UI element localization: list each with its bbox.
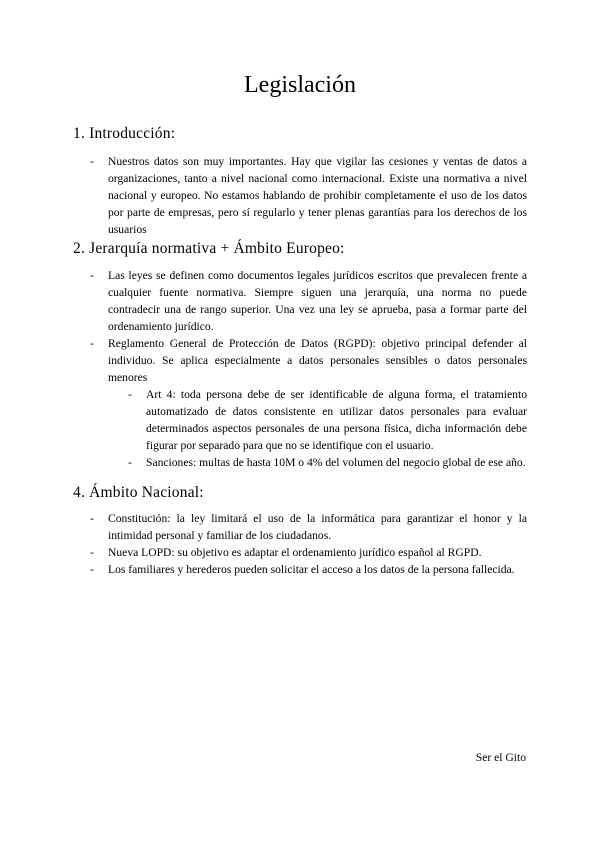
list-item	[90, 267, 527, 335]
list-item	[90, 544, 527, 561]
list-item	[90, 561, 527, 578]
list-item-text: Nueva LOPD: su objetivo es adaptar el ordenamiento jurídico español al RGPD.	[108, 546, 482, 559]
section-heading-jerarquia: 2. Jerarquía normativa + Ámbito Europeo:	[73, 240, 345, 257]
list-item	[90, 510, 527, 544]
list-item-text: Nuestros datos son muy importantes. Hay que vigilar las cesiones y ventas de datos a organizaciones, tanto a nivel nacional como internacional. Existe una normativa a nivel nacional y europeo. No estamos hablando de prohibir completamente el uso de los datos por parte de empresas, pero sí regularlo y tener plenas garantías para los derechos de los usuarios	[108, 155, 527, 236]
list-item-text: Las leyes se definen como documentos legales jurídicos escritos que prevalecen frente a cualquier fuente normativa. Siempre siguen una jerarquía, una norma no puede contradecir una de rango superior. Una vez una ley se aprueba, pasa a formar parte del ordenamiento jurídico.	[108, 269, 527, 333]
bullet-marker: -	[90, 337, 94, 350]
bullet-marker: -	[128, 388, 132, 401]
list-item	[90, 335, 527, 471]
sublist-item-text: Sanciones: multas de hasta 10M o 4% del volumen del negocio global de ese año.	[146, 456, 526, 469]
section-list-introduccion	[90, 153, 527, 238]
page-title: Legislación	[244, 72, 356, 98]
list-item-text: Constitución: la ley limitará el uso de la informática para garantizar el honor y la intimidad personal y familiar de los ciudadanos.	[108, 512, 527, 542]
bullet-marker: -	[90, 269, 94, 282]
bullet-marker: -	[128, 456, 132, 469]
section-list-jerarquia	[90, 267, 527, 471]
sublist-item-text: Art 4: toda persona debe de ser identificable de alguna forma, el tratamiento automatizado de datos consistente en utilizar datos personales para evaluar determinados aspectos personales de una persona física, dicha información debe figurar por separado para que no se identifique con el usuario.	[146, 388, 527, 452]
list-item-text: Reglamento General de Protección de Datos (RGPD): objetivo principal defender al individuo. Se aplica especialmente a datos personales sensibles o datos personales menores	[108, 337, 527, 384]
sublist-rgpd	[108, 386, 527, 471]
bullet-marker: -	[90, 512, 94, 525]
section-list-ambito-nacional	[90, 510, 527, 578]
list-item	[90, 153, 527, 238]
sublist-item	[128, 454, 527, 471]
list-item-text: Los familiares y herederos pueden solicitar el acceso a los datos de la persona fallecida.	[108, 563, 515, 576]
section-heading-introduccion: 1. Introducción:	[73, 125, 176, 142]
bullet-marker: -	[90, 546, 94, 559]
bullet-marker: -	[90, 563, 94, 576]
sublist-item	[128, 386, 527, 454]
section-heading-ambito-nacional: 4. Ámbito Nacional:	[73, 484, 204, 501]
bullet-marker: -	[90, 155, 94, 168]
author-signature: Ser el Gito	[475, 751, 526, 764]
